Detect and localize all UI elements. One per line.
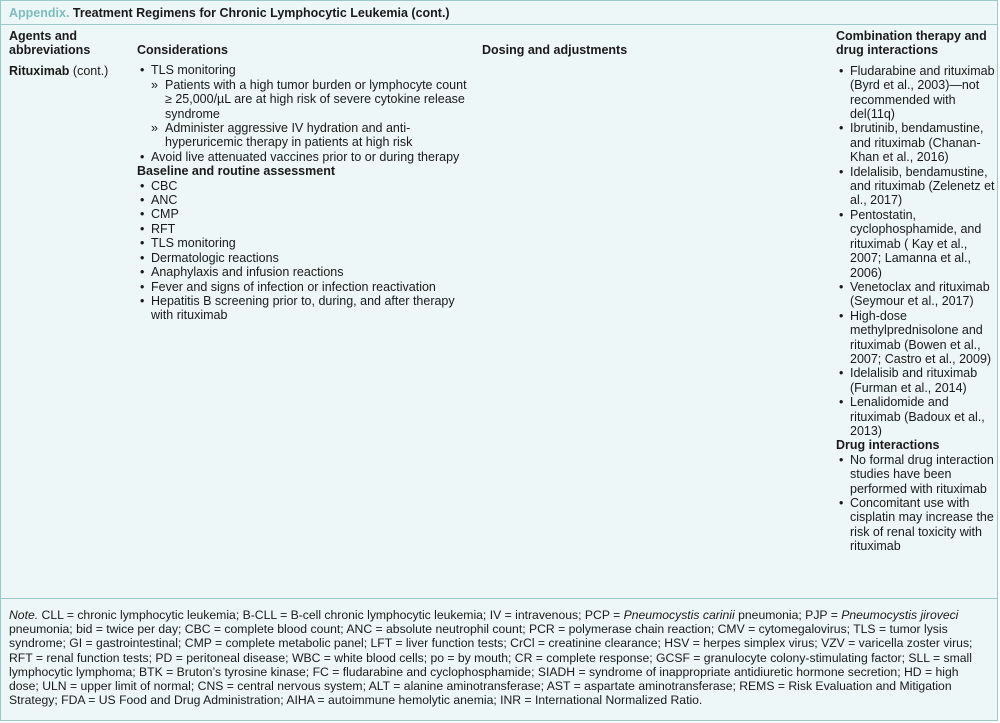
list-item: • Lenalidomide and rituximab (Badoux et al., 2013) <box>836 395 996 438</box>
list-item: • Venetoclax and rituximab (Seymour et al., 2017) <box>836 280 996 309</box>
list-item: • CBC <box>137 179 467 193</box>
considerations-column <box>137 25 467 323</box>
list-item <box>137 63 467 149</box>
list-item: • CMP <box>137 207 467 221</box>
agent-name: Rituximab <box>9 63 70 78</box>
dosing-column <box>482 25 822 57</box>
title-text: Treatment Regimens for Chronic Lymphocytic Leukemia (cont.) <box>72 6 450 20</box>
note-text-1: CLL = chronic lymphocytic leukemia; B-CLL = B-cell chronic lymphocytic leukemia; IV = intravenous; PCP = <box>38 608 624 622</box>
list-item: • Fever and signs of infection or infection reactivation <box>137 280 467 294</box>
table-note <box>1 598 997 720</box>
dosing-header: Dosing and adjustments <box>482 43 628 57</box>
list-item: » Administer aggressive IV hydration and anti-hyperuricemic therapy in patients at high risk <box>151 121 467 150</box>
list-item: • Ibrutinib, bendamustine, and rituximab (Chanan-Khan et al., 2016) <box>836 121 996 164</box>
note-pcp-italic: Pneumocystis carinii <box>623 608 735 622</box>
list-item: • Concomitant use with cisplatin may increase the risk of renal toxicity with rituximab <box>836 496 996 554</box>
combo-list <box>836 64 996 439</box>
combo-column <box>836 25 996 554</box>
list-item: • High-dose methylprednisolone and rituximab (Bowen et al., 2007; Castro et al., 2009) <box>836 309 996 367</box>
considerations-header: Considerations <box>137 43 228 57</box>
drug-interactions-list <box>836 453 996 554</box>
considerations-content <box>137 63 467 322</box>
list-item: • Anaphylaxis and infusion reactions <box>137 265 467 279</box>
list-item: • Avoid live attenuated vaccines prior to or during therapy <box>137 150 467 164</box>
tls-sublist <box>151 78 467 150</box>
note-label: Note. <box>9 608 39 622</box>
agents-column <box>9 25 131 78</box>
table-title <box>1 1 997 25</box>
list-item: • ANC <box>137 193 467 207</box>
note-text-3: pneumonia; bid = twice per day; CBC = complete blood count; ANC = absolute neutrophil count; PCR = polymerase chain reaction; CMV = cytomegalovirus; TLS = tumor lysis syndrome; GI = gastrointestinal; CMP = complete metabolic panel; LFT = liver function tests; CrCl = creatinine clearance; HSV = herpes simplex virus; VZV = varicella zoster virus; RFT = renal function tests; PD = peritoneal disease; WBC = white blood cells; po = by mouth; CR = complete response; GCSF = granulocyte colony-stimulating factor; SLL = small lymphocytic lymphoma; BTK = Bruton’s tyrosine kinase; FC = fludarabine and cyclophosphamide; SIADH = syndrome of inappropriate antidiuretic hormone secretion; HD = high dose; ULN = upper limit of normal; CNS = central nervous system; ALT = alanine aminotransferase; AST = aspartate aminotransferase; REMS = Risk Evaluation and Mitigation Strategy; FDA = US Food and Drug Administration; AIHA = autoimmune hemolytic anemia; INR = International Normalized Ratio. <box>9 622 973 708</box>
note-pjp-italic: Pneumocystis jiroveci <box>841 608 959 622</box>
list-item: • Fludarabine and rituximab (Byrd et al., 2003)—not recommended with del(11q) <box>836 64 996 122</box>
title-label: Appendix. <box>9 6 70 20</box>
list-item: • Idelalisib and rituximab (Furman et al., 2014) <box>836 366 996 395</box>
list-item: • Idelalisib, bendamustine, and rituximab (Zelenetz et al., 2017) <box>836 165 996 208</box>
list-item: • RFT <box>137 222 467 236</box>
list-item: • Hepatitis B screening prior to, during, and after therapy with rituximab <box>137 294 467 323</box>
table-body <box>1 25 997 597</box>
list-item: • TLS monitoring <box>137 236 467 250</box>
agent-name-row <box>9 64 131 78</box>
drug-interactions-header: Drug interactions <box>836 438 940 453</box>
agents-header: Agents and abbreviations <box>9 29 91 58</box>
list-item: • No formal drug interaction studies have been performed with rituximab <box>836 453 996 496</box>
baseline-list <box>137 179 467 323</box>
agent-suffix: (cont.) <box>69 63 109 78</box>
list-item: » Patients with a high tumor burden or lymphocyte count ≥ 25,000/µL are at high risk of severe cytokine release syndrome <box>151 78 467 121</box>
list-item: • Pentostatin, cyclophosphamide, and rituximab ( Kay et al., 2007; Lamanna et al., 2006) <box>836 208 996 280</box>
tls-monitoring-label: TLS monitoring <box>151 63 236 78</box>
baseline-header: Baseline and routine assessment <box>137 164 335 179</box>
list-item: • Dermatologic reactions <box>137 251 467 265</box>
combo-content <box>836 64 996 554</box>
combo-header: Combination therapy and drug interactions <box>836 29 987 58</box>
note-text-2: pneumonia; PJP = <box>734 608 842 622</box>
considerations-list <box>137 63 467 164</box>
